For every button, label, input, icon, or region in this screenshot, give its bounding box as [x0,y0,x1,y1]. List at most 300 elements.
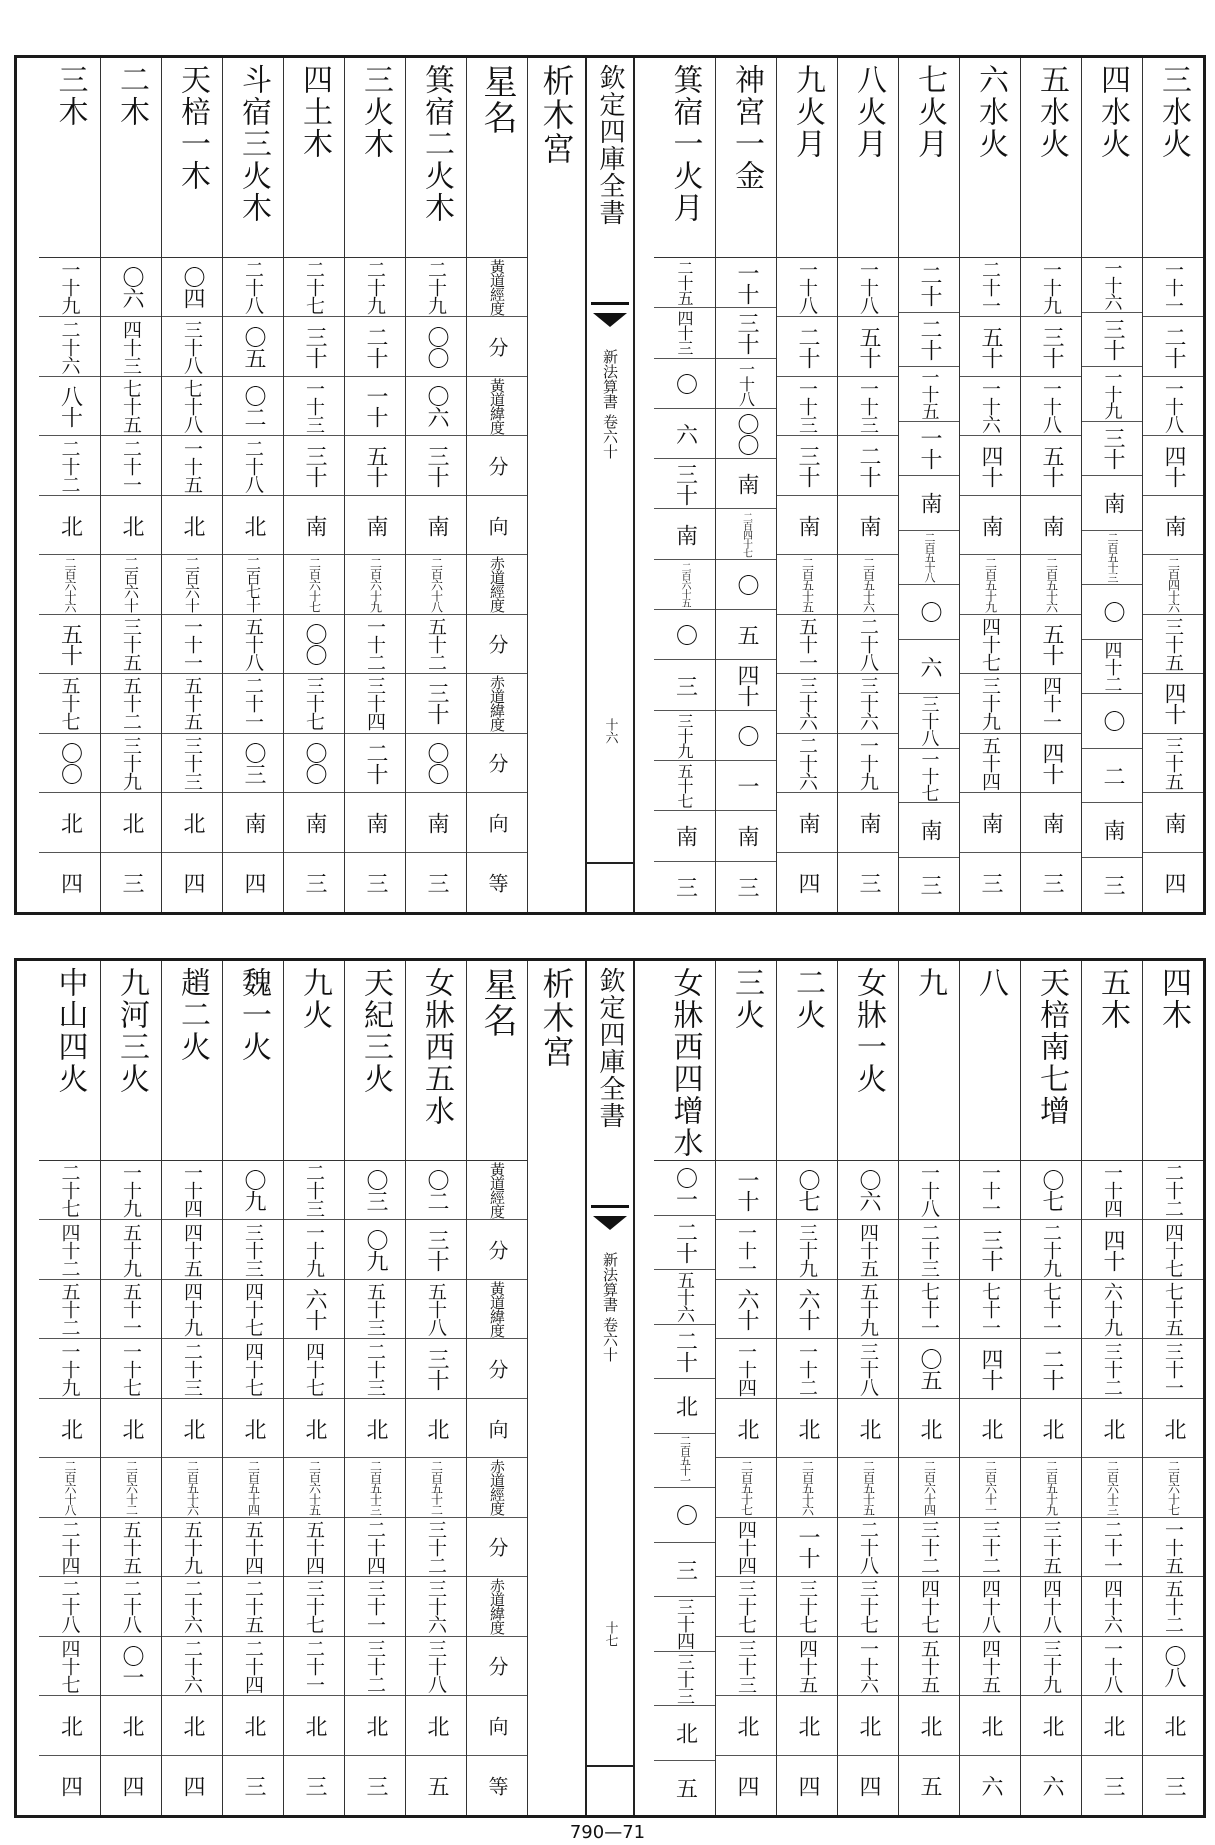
cell-value: 南 [1161,514,1186,536]
cell-value: 三 [1161,1774,1186,1796]
table-cell [1021,1280,1081,1339]
cell-value: 北 [1039,1714,1064,1736]
table-cell [1021,853,1081,912]
table-cell [284,258,344,317]
table-cell [899,1280,959,1339]
table-cell [716,308,776,358]
table-cell [838,496,898,555]
table-cell [101,734,161,793]
table-cell [39,1518,100,1577]
cell-value: 二十八 [242,438,264,493]
table-cell [960,377,1020,436]
cell-value: 〇 [1100,601,1125,623]
cell-value: 一十九 [1101,368,1123,420]
star-name-cell [777,961,837,1161]
cell-value: 〇三 [363,1169,388,1212]
star-name: 九火 [297,967,332,1031]
cell-value: 〇二 [424,1169,449,1212]
center-gutter [585,58,635,912]
cell-value: 三十二 [918,1519,940,1574]
table-left [17,58,585,912]
table-cell [223,496,283,555]
cell-value: 四十四 [735,1519,757,1574]
table-cell [345,1577,405,1636]
table-cell [101,1577,161,1636]
star-name-cell [1143,961,1203,1161]
table-cell [101,1696,161,1755]
cell-value: 北 [1161,1417,1186,1439]
table-cell [777,1339,837,1398]
table-cell [467,1696,527,1755]
cell-value: 北 [734,1714,759,1736]
cell-value: 北 [978,1417,1003,1439]
cell-value: 三十九 [979,676,1001,731]
cell-value: 分 [485,1359,509,1379]
header-column [466,961,527,1815]
cell-value: 北 [978,1714,1003,1736]
table-cell [1143,1696,1203,1755]
table-cell [960,853,1020,912]
cell-value: 二十三 [918,1222,940,1277]
star-name-cell [838,58,898,258]
table-cell [162,853,222,912]
table-cell [838,1280,898,1339]
cell-value: 一十八 [1162,379,1184,434]
star-column [898,961,959,1815]
table-cell [1082,1280,1142,1339]
table-cell [1143,1458,1203,1517]
cell-value: 五 [917,1774,942,1796]
cell-value: 六 [1039,1774,1064,1796]
cell-value: 〇 [672,624,698,646]
cell-value: 二十 [795,325,820,368]
table-cell [899,1696,959,1755]
table-cell [39,317,100,376]
table-cell [467,615,527,674]
table-cell [223,734,283,793]
table-cell [39,1339,100,1398]
table-cell [101,258,161,317]
table-cell [284,615,344,674]
cell-value: 二十 [917,318,942,361]
cell-value: 〇四 [180,266,205,309]
star-name-cell [467,58,527,258]
table-cell [1143,377,1203,436]
cell-value: 南 [1100,819,1125,841]
cell-value: 五十五 [181,676,203,731]
table-cell [284,734,344,793]
table-cell [467,377,527,436]
table-cell [223,1696,283,1755]
cell-value: 二十一 [242,676,264,731]
table-cell [162,1577,222,1636]
cell-value: 北 [424,1714,449,1736]
table-cell [716,1220,776,1279]
table-cell [162,674,222,733]
fish-tail-mark-icon [591,1205,629,1246]
table-cell [284,1220,344,1279]
table-cell [467,793,527,852]
table-cell [960,1161,1020,1220]
table-cell [1082,1518,1142,1577]
table-cell [716,610,776,660]
table-cell [345,1458,405,1517]
cell-value: 七十八 [181,379,203,434]
table-cell [101,496,161,555]
table-cell [467,1458,527,1517]
cell-value: 一十三 [796,379,818,434]
table-cell [162,436,222,495]
table-cell [39,1161,100,1220]
cell-value: 三十二 [1101,1341,1123,1396]
table-cell [162,793,222,852]
table-cell [1082,640,1142,695]
table-cell [654,1488,715,1543]
cell-value: 〇五 [241,325,266,368]
palace-title: 析木宮 [537,967,576,1069]
table-cell [467,1577,527,1636]
cell-value: 南 [978,514,1003,536]
table-cell [39,615,100,674]
cell-value: 北 [734,1417,759,1439]
table-cell [223,377,283,436]
star-name-cell [777,58,837,258]
cell-value: 向 [485,812,509,832]
table-cell [406,1339,466,1398]
cell-value: 北 [241,514,266,536]
cell-value: 二十 [1161,325,1186,368]
cell-value: 二百七十 [244,556,262,613]
star-name: 九火月 [790,64,825,160]
cell-value: 一十四 [735,1341,757,1396]
cell-value: 四十六 [1101,1579,1123,1634]
table-cell [101,1458,161,1517]
table-cell [406,615,466,674]
table-cell [467,555,527,614]
cell-value: 三 [1100,874,1125,896]
table-cell [1021,436,1081,495]
star-column [161,961,222,1815]
table-cell [1021,1518,1081,1577]
star-name: 八火月 [851,64,886,160]
table-cell [467,1756,527,1815]
cell-value: 二十二 [58,438,81,493]
table-cell [39,853,100,912]
table-cell [1021,1399,1081,1458]
cell-value: 三 [1100,1774,1125,1796]
star-column [959,58,1020,912]
table-cell [960,1518,1020,1577]
star-column [654,58,715,912]
table-cell [838,1637,898,1696]
cell-value: 二百六十五 [307,1459,322,1515]
cell-value: 二百六十七 [307,556,322,612]
table-cell [960,258,1020,317]
table-cell [101,1161,161,1220]
table-cell [716,560,776,610]
star-name-cell [716,58,776,258]
star-name: 斗宿三火木 [236,64,271,224]
table-cell [838,1577,898,1636]
star-name-cell [284,58,344,258]
table-cell [1143,853,1203,912]
cell-value: 〇七 [1039,1169,1064,1212]
table-cell [467,1220,527,1279]
cell-value: 北 [57,1714,83,1736]
table-cell [716,1458,776,1517]
cell-value: 分 [485,1537,509,1557]
table-cell [284,1339,344,1398]
cell-value: 三 [424,871,449,893]
star-name-cell [838,961,898,1161]
table-cell [1082,1458,1142,1517]
cell-value: 二百五十九 [983,556,998,612]
cell-value: 二 [1100,764,1125,786]
table-cell [223,853,283,912]
table-cell [899,258,959,313]
cell-value: 一十五 [1162,1519,1184,1574]
cell-value: 二十 [1039,1347,1064,1390]
table-cell [101,1339,161,1398]
cell-value: 一十 [917,427,942,470]
table-cell [960,1458,1020,1517]
cell-value: 二百五十四 [246,1459,261,1515]
cell-value: 三十六 [425,1579,447,1634]
table-cell [406,793,466,852]
table-cell [162,1458,222,1517]
table-cell [1021,1339,1081,1398]
table-cell [716,1696,776,1755]
cell-value: 二十八 [857,1519,879,1574]
table-cell [1082,858,1142,913]
star-column [161,58,222,912]
table-cell [716,1399,776,1458]
cell-value: 三十九 [120,735,142,790]
cell-value: 三十三 [674,1652,695,1704]
cell-value: 二百六十 [183,556,201,613]
table-cell [777,1518,837,1577]
table-cell [1021,1220,1081,1279]
cell-value: 一十七 [918,749,940,801]
table-cell [899,476,959,531]
star-column [39,58,100,912]
table-cell [716,459,776,509]
cell-value: 〇 [917,601,942,623]
table-cell [345,1637,405,1696]
cell-value: 二百五十六 [800,1459,815,1515]
table-cell [467,1161,527,1220]
table-cell [406,1696,466,1755]
cell-value: 二十一 [979,260,1001,315]
cell-value: 分 [485,753,509,773]
cell-value: 三十七 [303,676,325,731]
table-cell [223,1577,283,1636]
star-name-cell [899,961,959,1161]
star-name: 星名 [477,64,517,136]
table-cell [101,1518,161,1577]
cell-value: 〇七 [795,1169,820,1212]
cell-value: 等 [485,1775,509,1795]
table-cell [960,436,1020,495]
cell-value: 南 [1161,811,1186,833]
gutter-title: 欽定四庫全書 [595,64,625,226]
table-cell [345,436,405,495]
cell-value: 一十一 [181,616,203,671]
table-cell [284,674,344,733]
table-cell [960,793,1020,852]
cell-value: 四十三 [120,319,142,374]
cell-value: 二百六十七 [1166,1459,1181,1515]
star-name-cell [101,58,161,258]
cell-value: 北 [363,1417,388,1439]
table-cell [284,1577,344,1636]
table-cell [838,555,898,614]
table-cell [960,555,1020,614]
table-cell [406,1399,466,1458]
table-cell [101,1220,161,1279]
table-cell [1143,258,1203,317]
cell-value: 二百五十三 [1106,532,1119,583]
star-name: 二火 [790,967,825,1031]
cell-value: 四十七 [979,616,1001,671]
cell-value: 五十八 [425,1282,447,1337]
star-name: 三水火 [1156,64,1191,160]
cell-value: 北 [856,1714,881,1736]
table-cell [838,853,898,912]
table-cell [39,1280,100,1339]
cell-value: 二十七 [58,1163,81,1218]
star-name: 天棓一木 [175,64,210,192]
cell-value: 北 [241,1714,266,1736]
table-cell [101,377,161,436]
table-cell [284,377,344,436]
table-cell [654,660,715,710]
cell-value: 北 [57,811,83,833]
star-name: 女牀一火 [851,967,886,1095]
cell-value: 五十九 [857,1282,879,1337]
cell-value: 四 [180,871,205,893]
cell-value: 南 [672,825,698,847]
table-cell [654,1543,715,1598]
cell-value: 三 [978,871,1003,893]
cell-value: 六 [917,655,942,677]
table-cell [899,1161,959,1220]
star-column [837,58,898,912]
table-cell [223,793,283,852]
cell-value: 二百四十六 [1166,556,1181,612]
cell-value: 六十九 [1101,1282,1123,1337]
star-column [283,961,344,1815]
table-cell [345,1756,405,1815]
table-cell [162,1280,222,1339]
table-cell [1143,1339,1203,1398]
table-cell [162,317,222,376]
cell-value: 一十四 [181,1163,203,1218]
cell-value: 五 [424,1774,449,1796]
star-name: 天棓南七增 [1034,967,1069,1127]
table-cell [39,1637,100,1696]
cell-value: 三十八 [918,695,940,747]
cell-value: 三 [1039,871,1064,893]
table-cell [284,436,344,495]
table-cell [960,674,1020,733]
cell-value: 三十九 [1040,1638,1062,1693]
cell-value: 三十九 [675,712,694,758]
table-cell [406,1756,466,1815]
cell-value: 〇 [1100,710,1125,732]
table-cell [899,694,959,749]
table-cell [223,258,283,317]
table-cell [716,258,776,308]
cell-value: 黃道緯度 [488,378,506,435]
cell-value: 三十 [672,462,698,505]
star-name-cell [1021,58,1081,258]
table-cell [467,1280,527,1339]
table-cell [654,711,715,761]
cell-value: 二百五十二 [429,1459,444,1515]
table-cell [345,1161,405,1220]
table-cell [101,436,161,495]
cell-value: 四十三 [675,310,694,356]
cell-value: 五十五 [120,1519,142,1574]
table-cell [1082,367,1142,422]
table-cell [345,1280,405,1339]
table-cell [899,1637,959,1696]
table-cell [777,1220,837,1279]
table-cell [838,377,898,436]
table-cell [223,436,283,495]
cell-value: 五十一 [120,1282,142,1337]
cell-value: 三十 [302,444,327,487]
table-cell [899,640,959,695]
table-cell [838,1696,898,1755]
center-gutter [585,961,635,1815]
table-cell [39,258,100,317]
cell-value: 一十三 [303,379,325,434]
table-cell [777,436,837,495]
cell-value: 〇 [734,573,759,595]
page-footer: 790—71 [569,1822,646,1843]
cell-value: 二十一 [1101,1519,1123,1574]
table-cell [654,1597,715,1652]
cell-value: 七十五 [120,379,142,434]
table-cell [39,555,100,614]
table-cell [223,1220,283,1279]
star-column [776,58,837,912]
cell-value: 四十二 [1101,640,1123,692]
cell-value: 〇 [672,372,698,394]
star-column [405,58,466,912]
table-cell [716,1280,776,1339]
table-cell [777,377,837,436]
cell-value: 三 [119,871,144,893]
table-cell [162,555,222,614]
cell-value: 五 [734,624,759,646]
table-cell [1021,317,1081,376]
cell-value: 三十五 [120,616,142,671]
cell-value: 四十七 [918,1579,940,1634]
cell-value: 三十 [302,325,327,368]
cell-value: 北 [119,1417,144,1439]
cell-value: 五十六 [674,1271,695,1323]
cell-value: 〇九 [363,1228,388,1271]
cell-value: 一十 [363,385,388,428]
cell-value: 分 [485,337,509,357]
table-cell [899,1220,959,1279]
table-cell [39,436,100,495]
star-column [776,961,837,1815]
star-name-cell [960,58,1020,258]
